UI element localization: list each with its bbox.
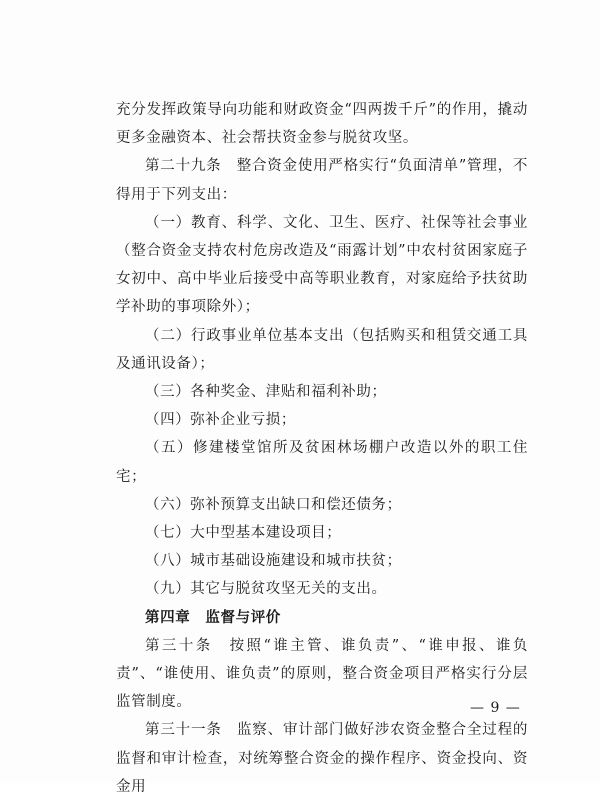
chapter-heading: 第四章 监督与评价 <box>145 609 281 626</box>
list-item-6: （六）弥补预算支出缺口和偿还债务； <box>145 496 402 513</box>
list-item-5: （五）修建楼堂馆所及贫困林场棚户改造以外的职工住宅； <box>116 440 528 485</box>
list-item-4: （四）弥补企业亏损； <box>145 412 296 429</box>
list-item-9: （九）其它与脱贫攻坚无关的支出。 <box>145 581 387 598</box>
article-31: 第三十一条 监察、审计部门做好涉农资金整合全过程的监督和审计检查，对统筹整合资金的操作程序、资金投向、资金用 <box>116 722 528 795</box>
paragraph-continuation: 充分发挥政策导向功能和财政资金“四两拨千斤”的作用，撬动更多金融资本、社会帮扶资金参与脱贫攻坚。 <box>116 102 528 147</box>
list-item-3: （三）各种奖金、津贴和福利补助； <box>145 384 387 401</box>
document-body <box>116 96 528 801</box>
list-item-1: （一）教育、科学、文化、卫生、医疗、社保等社会事业（整合资金支持农村危房改造及“雨露计划”中农村贫困家庭子女初中、高中毕业后接受中高等职业教育，对家庭给予扶贫助学补助的事项除外）； <box>116 214 528 316</box>
article-30: 第三十条 按照“谁主管、谁负责”、“谁申报、谁负责”、“谁使用、谁负责”的原则，整合资金项目严格实行分层监管制度。 <box>116 637 528 711</box>
page-number: — 9 — <box>470 700 521 716</box>
list-item-7: （七）大中型基本建设项目； <box>145 525 342 542</box>
article-29: 第二十九条 整合资金使用严格实行“负面清单”管理，不得用于下列支出： <box>116 158 528 203</box>
list-item-2: （二）行政事业单位基本支出（包括购买和租赁交通工具及通讯设备）； <box>116 327 528 372</box>
list-item-8: （八）城市基础设施建设和城市扶贫； <box>145 553 402 570</box>
